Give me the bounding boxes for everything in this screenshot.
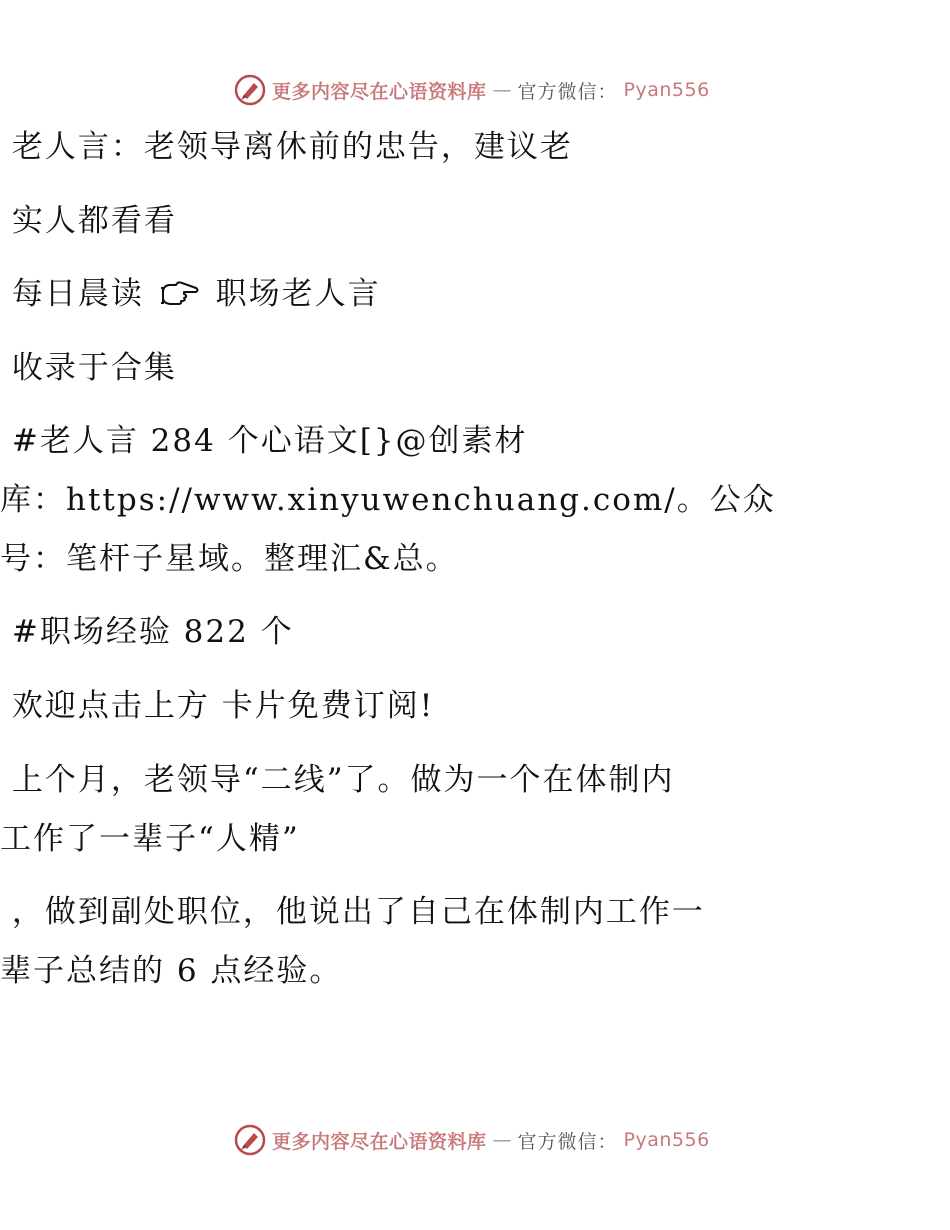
watermark-text: 更多内容尽在心语资料库: [272, 80, 487, 103]
tag-line-career: #职场经验 822 个: [0, 614, 294, 650]
pointing-hand-icon: [160, 279, 200, 307]
paragraph-2-line-2: 辈子总结的 6 点经验。: [0, 953, 343, 989]
source-url-line: 库：https://www.xinyuwenchuang.com/。公众: [0, 482, 776, 518]
paragraph-1-line-1: 上个月，老领导“二线”了。做为一个在体制内: [0, 762, 675, 798]
paragraph-1-line-2: 工作了一辈子“人精”: [0, 821, 300, 857]
watermark-text: 更多内容尽在心语资料库: [272, 1130, 487, 1153]
subscribe-line: 欢迎点击上方 卡片免费订阅!: [0, 688, 435, 724]
morning-reading-label: 每日晨读: [0, 276, 156, 312]
source-account-line: 号：笔杆子星域。整理汇&总。: [0, 541, 459, 577]
watermark-separator: —: [492, 79, 512, 101]
watermark-wechat-id: Pyan556: [623, 1129, 710, 1151]
pen-nib-seal-icon: [234, 74, 266, 106]
morning-reading-line: [0, 274, 381, 314]
watermark-wechat-id: Pyan556: [623, 79, 710, 101]
watermark-label: 官方微信：: [517, 80, 618, 103]
paragraph-2-line-1: ，做到副处职位，他说出了自己在体制内工作一: [0, 894, 705, 930]
title-line-1: 老人言：老领导离休前的忠告，建议老: [0, 129, 573, 165]
tag-line-laorenyan: #老人言 284 个心语文[}@创素材: [0, 423, 528, 459]
watermark-label: 官方微信：: [517, 1130, 618, 1153]
pen-nib-seal-icon: [234, 1124, 266, 1156]
title-line-2: 实人都看看: [0, 203, 177, 239]
footer-watermark: [234, 1122, 714, 1158]
header-watermark: [234, 72, 714, 108]
collection-name: 职场老人言: [203, 276, 381, 312]
watermark-separator: —: [492, 1129, 512, 1151]
collection-line: 收录于合集: [0, 350, 177, 386]
